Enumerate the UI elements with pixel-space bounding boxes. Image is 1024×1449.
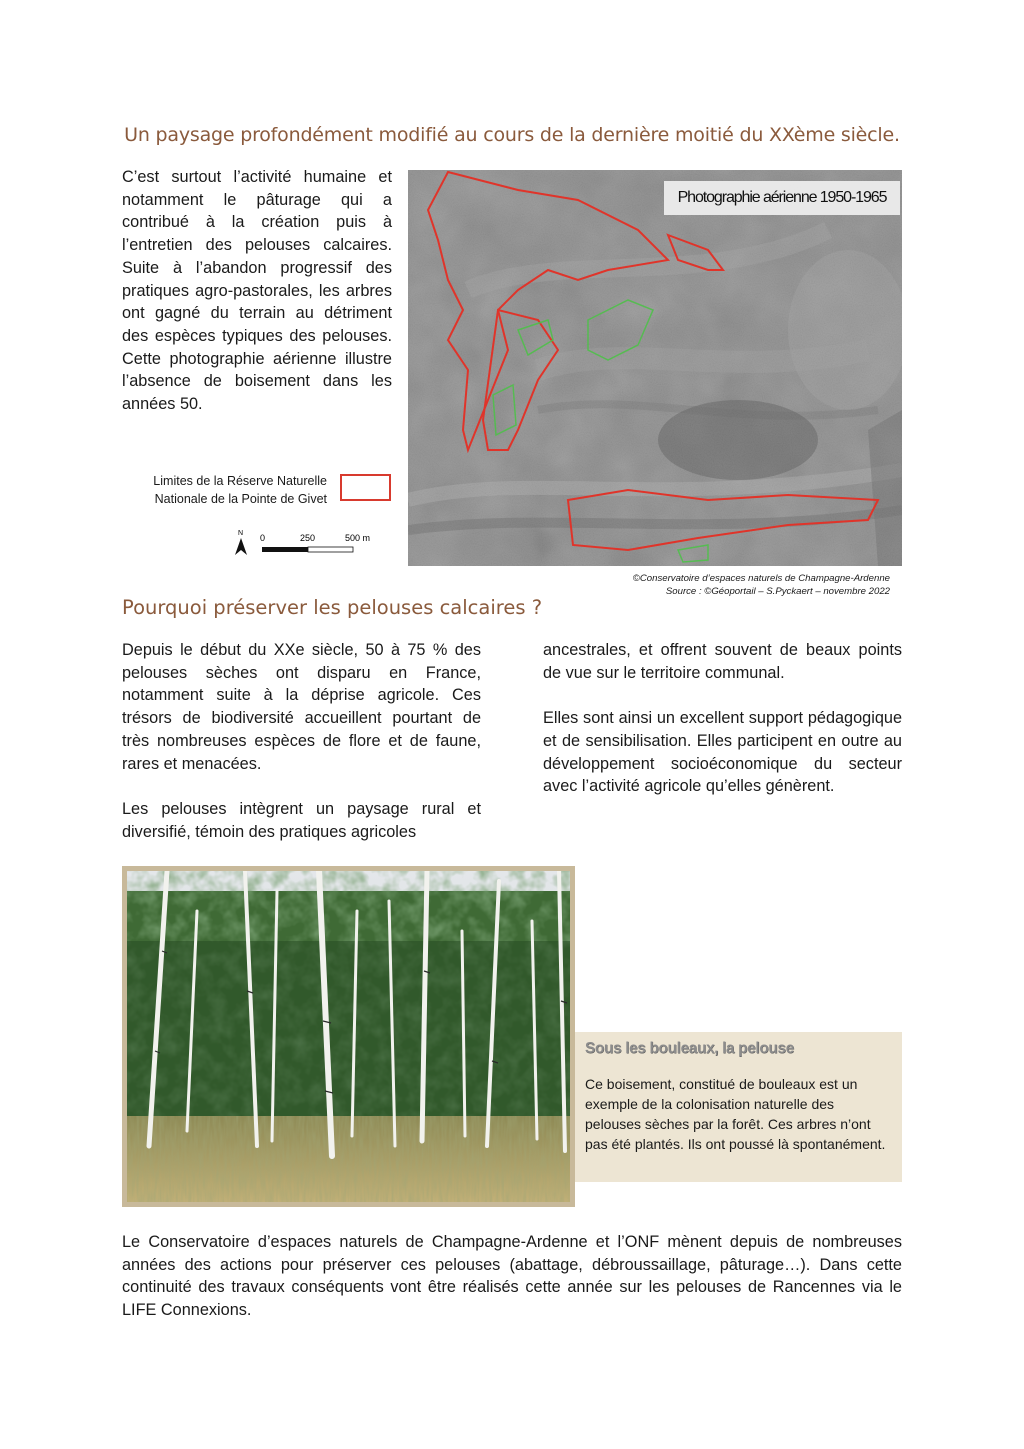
outro-paragraph: Le Conservatoire d’espaces naturels de Champagne-Ardenne et l’ONF mènent depuis de nombreuses années des actions pour préserver ces pelouses (abattage, débroussaillage, pâturage…). Dans cette continuité des travaux conséquents vont être réalisés cette année sur les pelouses de Rancennes via le LIFE Connexions. (122, 1233, 902, 1320)
caption-title: Sous les bouleaux, la pelouse (585, 1040, 794, 1057)
credit-line-2: Source : ©Géoportail – S.Pyckaert – novembre 2022 (665, 586, 890, 597)
north-label: N (238, 530, 244, 537)
scale-segment-dark (262, 547, 308, 552)
photo-label-badge: Photographie aérienne 1950-1965 (664, 181, 900, 215)
intro-paragraph: C’est surtout l’activité humaine et notamment le pâturage qui a contribué à la création puis à l’entretien des pelouses calcaires. Suite à l’abandon progressif des pratiques agro-pastorales, les arbres ont gagné du terrain au détriment des espèces typiques des pelouses. Cette photographie aérienne illustre l’absence de boisement dans les années 50. (122, 168, 392, 414)
credit-line-1: ©Conservatoire d’espaces naturels de Champagne-Ardenne (632, 573, 890, 584)
column-left (122, 639, 481, 843)
aerial-photograph (408, 170, 902, 566)
birch-photo-frame (122, 866, 575, 1207)
scale-tick-0: 0 (260, 533, 266, 543)
scale-segment-light (308, 547, 353, 552)
aerial-photo-graphic (408, 170, 902, 566)
paragraph-rural-landscape: Les pelouses intègrent un paysage rural et diversifié, témoin des pratiques agricoles (122, 799, 481, 841)
legend-line-2: Nationale de la Pointe de Givet (154, 492, 327, 506)
birch-photo-graphic (127, 871, 570, 1202)
section-title-why-preserve: Pourquoi préserver les pelouses calcaires ? (122, 596, 543, 619)
map-legend-label (122, 472, 327, 508)
caption-box (575, 1032, 902, 1182)
paragraph-viewpoints: ancestrales, et offrent souvent de beaux points de vue sur le territoire communal. (543, 641, 902, 682)
scale-bar-graphic (232, 528, 382, 560)
legend-red-outline-swatch (340, 474, 391, 501)
birch-photo (127, 871, 570, 1202)
north-arrow-icon (235, 538, 247, 555)
caption-body: Ce boisement, constitué de bouleaux est un exemple de la colonisation naturelle des pelouses sèches par la forêt. Ces arbres n’ont pas été plantés. Ils ont poussé là spontanément. (585, 1076, 886, 1152)
scale-tick-250: 250 (300, 533, 316, 543)
column-right (543, 639, 902, 798)
scale-tick-500: 500 m (345, 533, 371, 543)
paragraph-disappearance: Depuis le début du XXe siècle, 50 à 75 % des pelouses sèches ont disparu en France, notamment suite à la déprise agricole. Ces trésors de biodiversité accueillent pourtant de très nombreuses espèces de flore et de faune, rares et menacées. (122, 641, 481, 773)
section-title-landscape: Un paysage profondément modifié au cours de la dernière moitié du XXème siècle. (124, 124, 900, 146)
legend-line-1: Limites de la Réserve Naturelle (153, 474, 327, 488)
scale-bar (232, 528, 382, 560)
paragraph-educational-support: Elles sont ainsi un excellent support pédagogique et de sensibilisation. Elles participent en outre au développement socioéconomique du secteur avec l’activité agricole qu’elles génèrent. (543, 709, 902, 796)
photo-credit (540, 572, 890, 598)
